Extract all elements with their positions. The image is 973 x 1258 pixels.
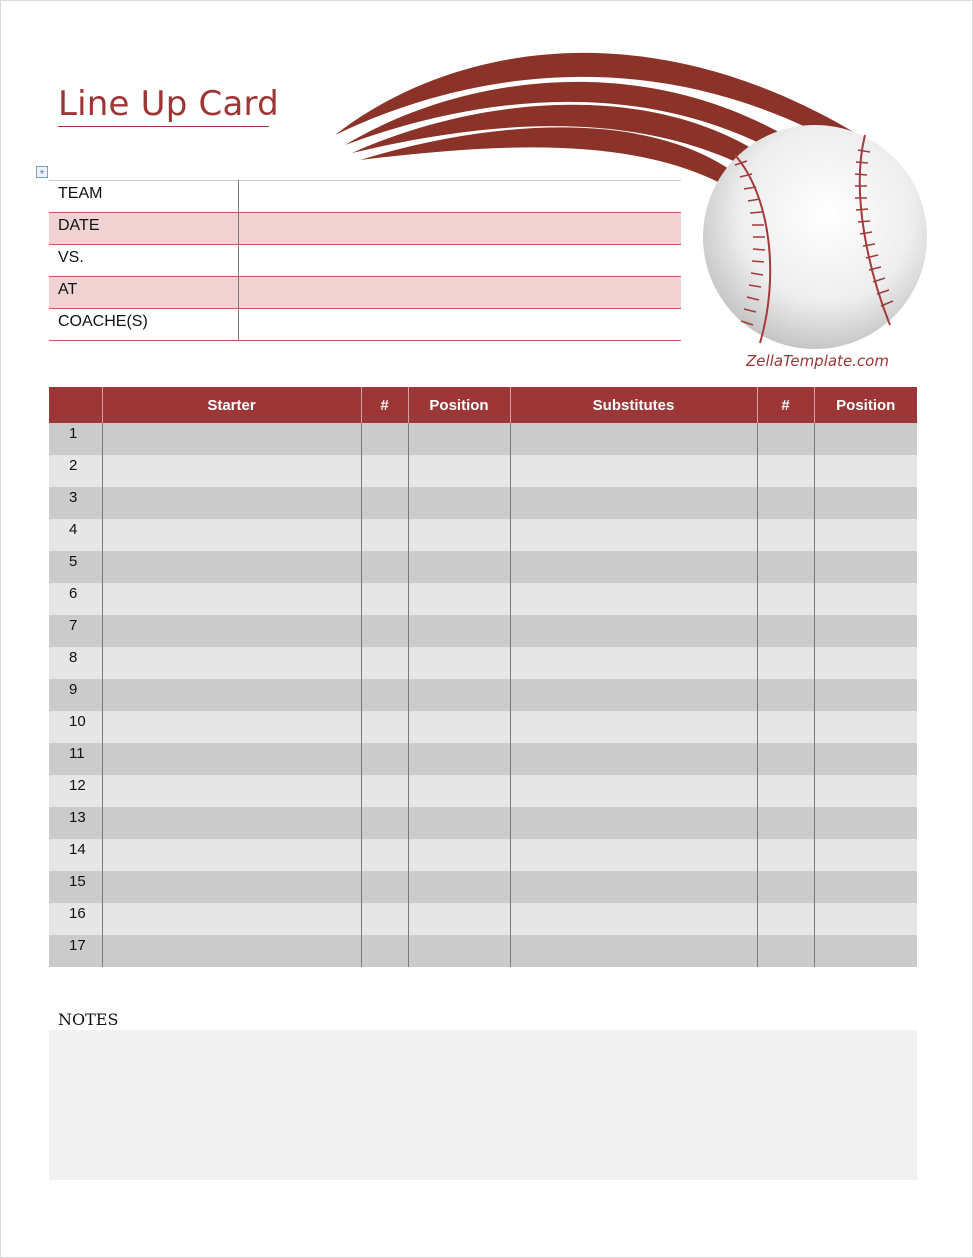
table-row xyxy=(49,423,917,455)
starter-number-cell[interactable] xyxy=(361,839,408,871)
sub-position-cell[interactable] xyxy=(814,519,917,551)
starter-position-cell[interactable] xyxy=(408,583,510,615)
team-field[interactable] xyxy=(239,181,682,213)
table-row xyxy=(49,935,917,967)
sub-number-cell[interactable] xyxy=(757,615,814,647)
order-number: 7 xyxy=(49,615,102,647)
notes-label: NOTES xyxy=(58,1010,119,1029)
table-row xyxy=(49,519,917,551)
info-row-at xyxy=(49,277,681,309)
sub-position-cell[interactable] xyxy=(814,775,917,807)
table-row xyxy=(49,711,917,743)
order-number: 11 xyxy=(49,743,102,775)
starter-position-cell[interactable] xyxy=(408,935,510,967)
starter-position-cell[interactable] xyxy=(408,423,510,455)
starter-number-cell[interactable] xyxy=(361,583,408,615)
order-number: 16 xyxy=(49,903,102,935)
starter-position-cell[interactable] xyxy=(408,711,510,743)
info-label: VS. xyxy=(49,245,239,277)
baseball-ball xyxy=(703,125,927,349)
starter-cell[interactable] xyxy=(102,615,361,647)
info-label: COACHE(S) xyxy=(49,309,239,341)
lineup-header-row xyxy=(49,387,917,423)
sub-number-cell[interactable] xyxy=(757,647,814,679)
starter-number-cell[interactable] xyxy=(361,647,408,679)
substitute-cell[interactable] xyxy=(510,455,757,487)
substitute-cell[interactable] xyxy=(510,775,757,807)
order-number: 15 xyxy=(49,871,102,903)
starter-number-cell[interactable] xyxy=(361,871,408,903)
sub-position-cell[interactable] xyxy=(814,615,917,647)
column-header-order xyxy=(49,387,102,423)
sub-position-cell[interactable] xyxy=(814,551,917,583)
starter-cell[interactable] xyxy=(102,487,361,519)
starter-cell[interactable] xyxy=(102,519,361,551)
starter-number-cell[interactable] xyxy=(361,679,408,711)
starter-cell[interactable] xyxy=(102,871,361,903)
table-row xyxy=(49,583,917,615)
info-label: TEAM xyxy=(49,181,239,213)
order-number: 13 xyxy=(49,807,102,839)
sub-number-cell[interactable] xyxy=(757,743,814,775)
order-number: 2 xyxy=(49,455,102,487)
info-row-date xyxy=(49,213,681,245)
table-row xyxy=(49,455,917,487)
table-row xyxy=(49,871,917,903)
substitute-cell[interactable] xyxy=(510,647,757,679)
sub-position-cell[interactable] xyxy=(814,743,917,775)
table-move-handle-icon[interactable]: + xyxy=(36,166,48,178)
starter-cell[interactable] xyxy=(102,807,361,839)
sub-position-cell[interactable] xyxy=(814,647,917,679)
info-row-coaches xyxy=(49,309,681,341)
page-title: Line Up Card xyxy=(58,84,279,124)
sub-position-cell[interactable] xyxy=(814,583,917,615)
sub-number-cell[interactable] xyxy=(757,679,814,711)
sub-number-cell[interactable] xyxy=(757,903,814,935)
table-row xyxy=(49,487,917,519)
substitute-cell[interactable] xyxy=(510,615,757,647)
starter-position-cell[interactable] xyxy=(408,839,510,871)
starter-position-cell[interactable] xyxy=(408,807,510,839)
sub-number-cell[interactable] xyxy=(757,423,814,455)
starter-number-cell[interactable] xyxy=(361,711,408,743)
starter-number-cell[interactable] xyxy=(361,615,408,647)
substitute-cell[interactable] xyxy=(510,679,757,711)
sub-position-cell[interactable] xyxy=(814,455,917,487)
table-row xyxy=(49,775,917,807)
notes-area[interactable] xyxy=(49,1030,917,1180)
starter-cell[interactable] xyxy=(102,455,361,487)
starter-cell[interactable] xyxy=(102,647,361,679)
title-underline xyxy=(58,126,269,127)
starter-number-cell[interactable] xyxy=(361,551,408,583)
table-row xyxy=(49,807,917,839)
sub-number-cell[interactable] xyxy=(757,871,814,903)
sub-position-cell[interactable] xyxy=(814,423,917,455)
substitute-cell[interactable] xyxy=(510,487,757,519)
site-caption: ZellaTemplate.com xyxy=(746,352,889,370)
table-row xyxy=(49,679,917,711)
lineup-body xyxy=(49,423,917,967)
order-number: 5 xyxy=(49,551,102,583)
table-row xyxy=(49,903,917,935)
starter-number-cell[interactable] xyxy=(361,775,408,807)
substitute-cell[interactable] xyxy=(510,839,757,871)
info-table xyxy=(49,180,681,341)
starter-number-cell[interactable] xyxy=(361,519,408,551)
sub-number-cell[interactable] xyxy=(757,775,814,807)
column-header-starter-position: Position xyxy=(408,387,510,423)
substitute-cell[interactable] xyxy=(510,935,757,967)
substitute-cell[interactable] xyxy=(510,583,757,615)
vs-field[interactable] xyxy=(239,245,682,277)
starter-cell[interactable] xyxy=(102,423,361,455)
info-row-vs xyxy=(49,245,681,277)
starter-cell[interactable] xyxy=(102,839,361,871)
sub-position-cell[interactable] xyxy=(814,903,917,935)
info-row-team xyxy=(49,181,681,213)
info-label: AT xyxy=(49,277,239,309)
starter-cell[interactable] xyxy=(102,775,361,807)
sub-number-cell[interactable] xyxy=(757,455,814,487)
starter-number-cell[interactable] xyxy=(361,935,408,967)
order-number: 10 xyxy=(49,711,102,743)
sub-number-cell[interactable] xyxy=(757,807,814,839)
sub-number-cell[interactable] xyxy=(757,551,814,583)
substitute-cell[interactable] xyxy=(510,903,757,935)
starter-position-cell[interactable] xyxy=(408,903,510,935)
sub-number-cell[interactable] xyxy=(757,519,814,551)
table-row xyxy=(49,743,917,775)
order-number: 3 xyxy=(49,487,102,519)
sub-position-cell[interactable] xyxy=(814,871,917,903)
sub-number-cell[interactable] xyxy=(757,839,814,871)
sub-position-cell[interactable] xyxy=(814,679,917,711)
at-field[interactable] xyxy=(239,277,682,309)
starter-number-cell[interactable] xyxy=(361,487,408,519)
substitute-cell[interactable] xyxy=(510,871,757,903)
starter-cell[interactable] xyxy=(102,903,361,935)
sub-position-cell[interactable] xyxy=(814,711,917,743)
starter-cell[interactable] xyxy=(102,935,361,967)
substitute-cell[interactable] xyxy=(510,423,757,455)
starter-number-cell[interactable] xyxy=(361,455,408,487)
starter-position-cell[interactable] xyxy=(408,487,510,519)
table-row xyxy=(49,839,917,871)
substitute-cell[interactable] xyxy=(510,711,757,743)
starter-position-cell[interactable] xyxy=(408,743,510,775)
table-row xyxy=(49,615,917,647)
table-row xyxy=(49,551,917,583)
substitute-cell[interactable] xyxy=(510,743,757,775)
lineup-table xyxy=(49,387,917,967)
order-number: 9 xyxy=(49,679,102,711)
starter-cell[interactable] xyxy=(102,679,361,711)
order-number: 6 xyxy=(49,583,102,615)
order-number: 8 xyxy=(49,647,102,679)
sub-number-cell[interactable] xyxy=(757,487,814,519)
starter-position-cell[interactable] xyxy=(408,871,510,903)
sub-number-cell[interactable] xyxy=(757,935,814,967)
starter-position-cell[interactable] xyxy=(408,519,510,551)
starter-cell[interactable] xyxy=(102,583,361,615)
starter-number-cell[interactable] xyxy=(361,903,408,935)
column-header-sub-position: Position xyxy=(814,387,917,423)
sub-position-cell[interactable] xyxy=(814,487,917,519)
substitute-cell[interactable] xyxy=(510,551,757,583)
starter-cell[interactable] xyxy=(102,743,361,775)
order-number: 14 xyxy=(49,839,102,871)
substitute-cell[interactable] xyxy=(510,807,757,839)
starter-number-cell[interactable] xyxy=(361,423,408,455)
starter-position-cell[interactable] xyxy=(408,775,510,807)
starter-position-cell[interactable] xyxy=(408,455,510,487)
starter-number-cell[interactable] xyxy=(361,807,408,839)
starter-cell[interactable] xyxy=(102,551,361,583)
starter-cell[interactable] xyxy=(102,711,361,743)
info-label: DATE xyxy=(49,213,239,245)
column-header-starter-number: # xyxy=(361,387,408,423)
starter-position-cell[interactable] xyxy=(408,615,510,647)
order-number: 12 xyxy=(49,775,102,807)
sub-number-cell[interactable] xyxy=(757,583,814,615)
column-header-sub-number: # xyxy=(757,387,814,423)
starter-position-cell[interactable] xyxy=(408,551,510,583)
column-header-starter: Starter xyxy=(102,387,361,423)
sub-position-cell[interactable] xyxy=(814,935,917,967)
sub-position-cell[interactable] xyxy=(814,839,917,871)
starter-position-cell[interactable] xyxy=(408,679,510,711)
table-row xyxy=(49,647,917,679)
starter-number-cell[interactable] xyxy=(361,743,408,775)
starter-position-cell[interactable] xyxy=(408,647,510,679)
sub-position-cell[interactable] xyxy=(814,807,917,839)
column-header-substitutes: Substitutes xyxy=(510,387,757,423)
order-number: 4 xyxy=(49,519,102,551)
substitute-cell[interactable] xyxy=(510,519,757,551)
order-number: 1 xyxy=(49,423,102,455)
sub-number-cell[interactable] xyxy=(757,711,814,743)
order-number: 17 xyxy=(49,935,102,967)
date-field[interactable] xyxy=(239,213,682,245)
coaches-field[interactable] xyxy=(239,309,682,341)
